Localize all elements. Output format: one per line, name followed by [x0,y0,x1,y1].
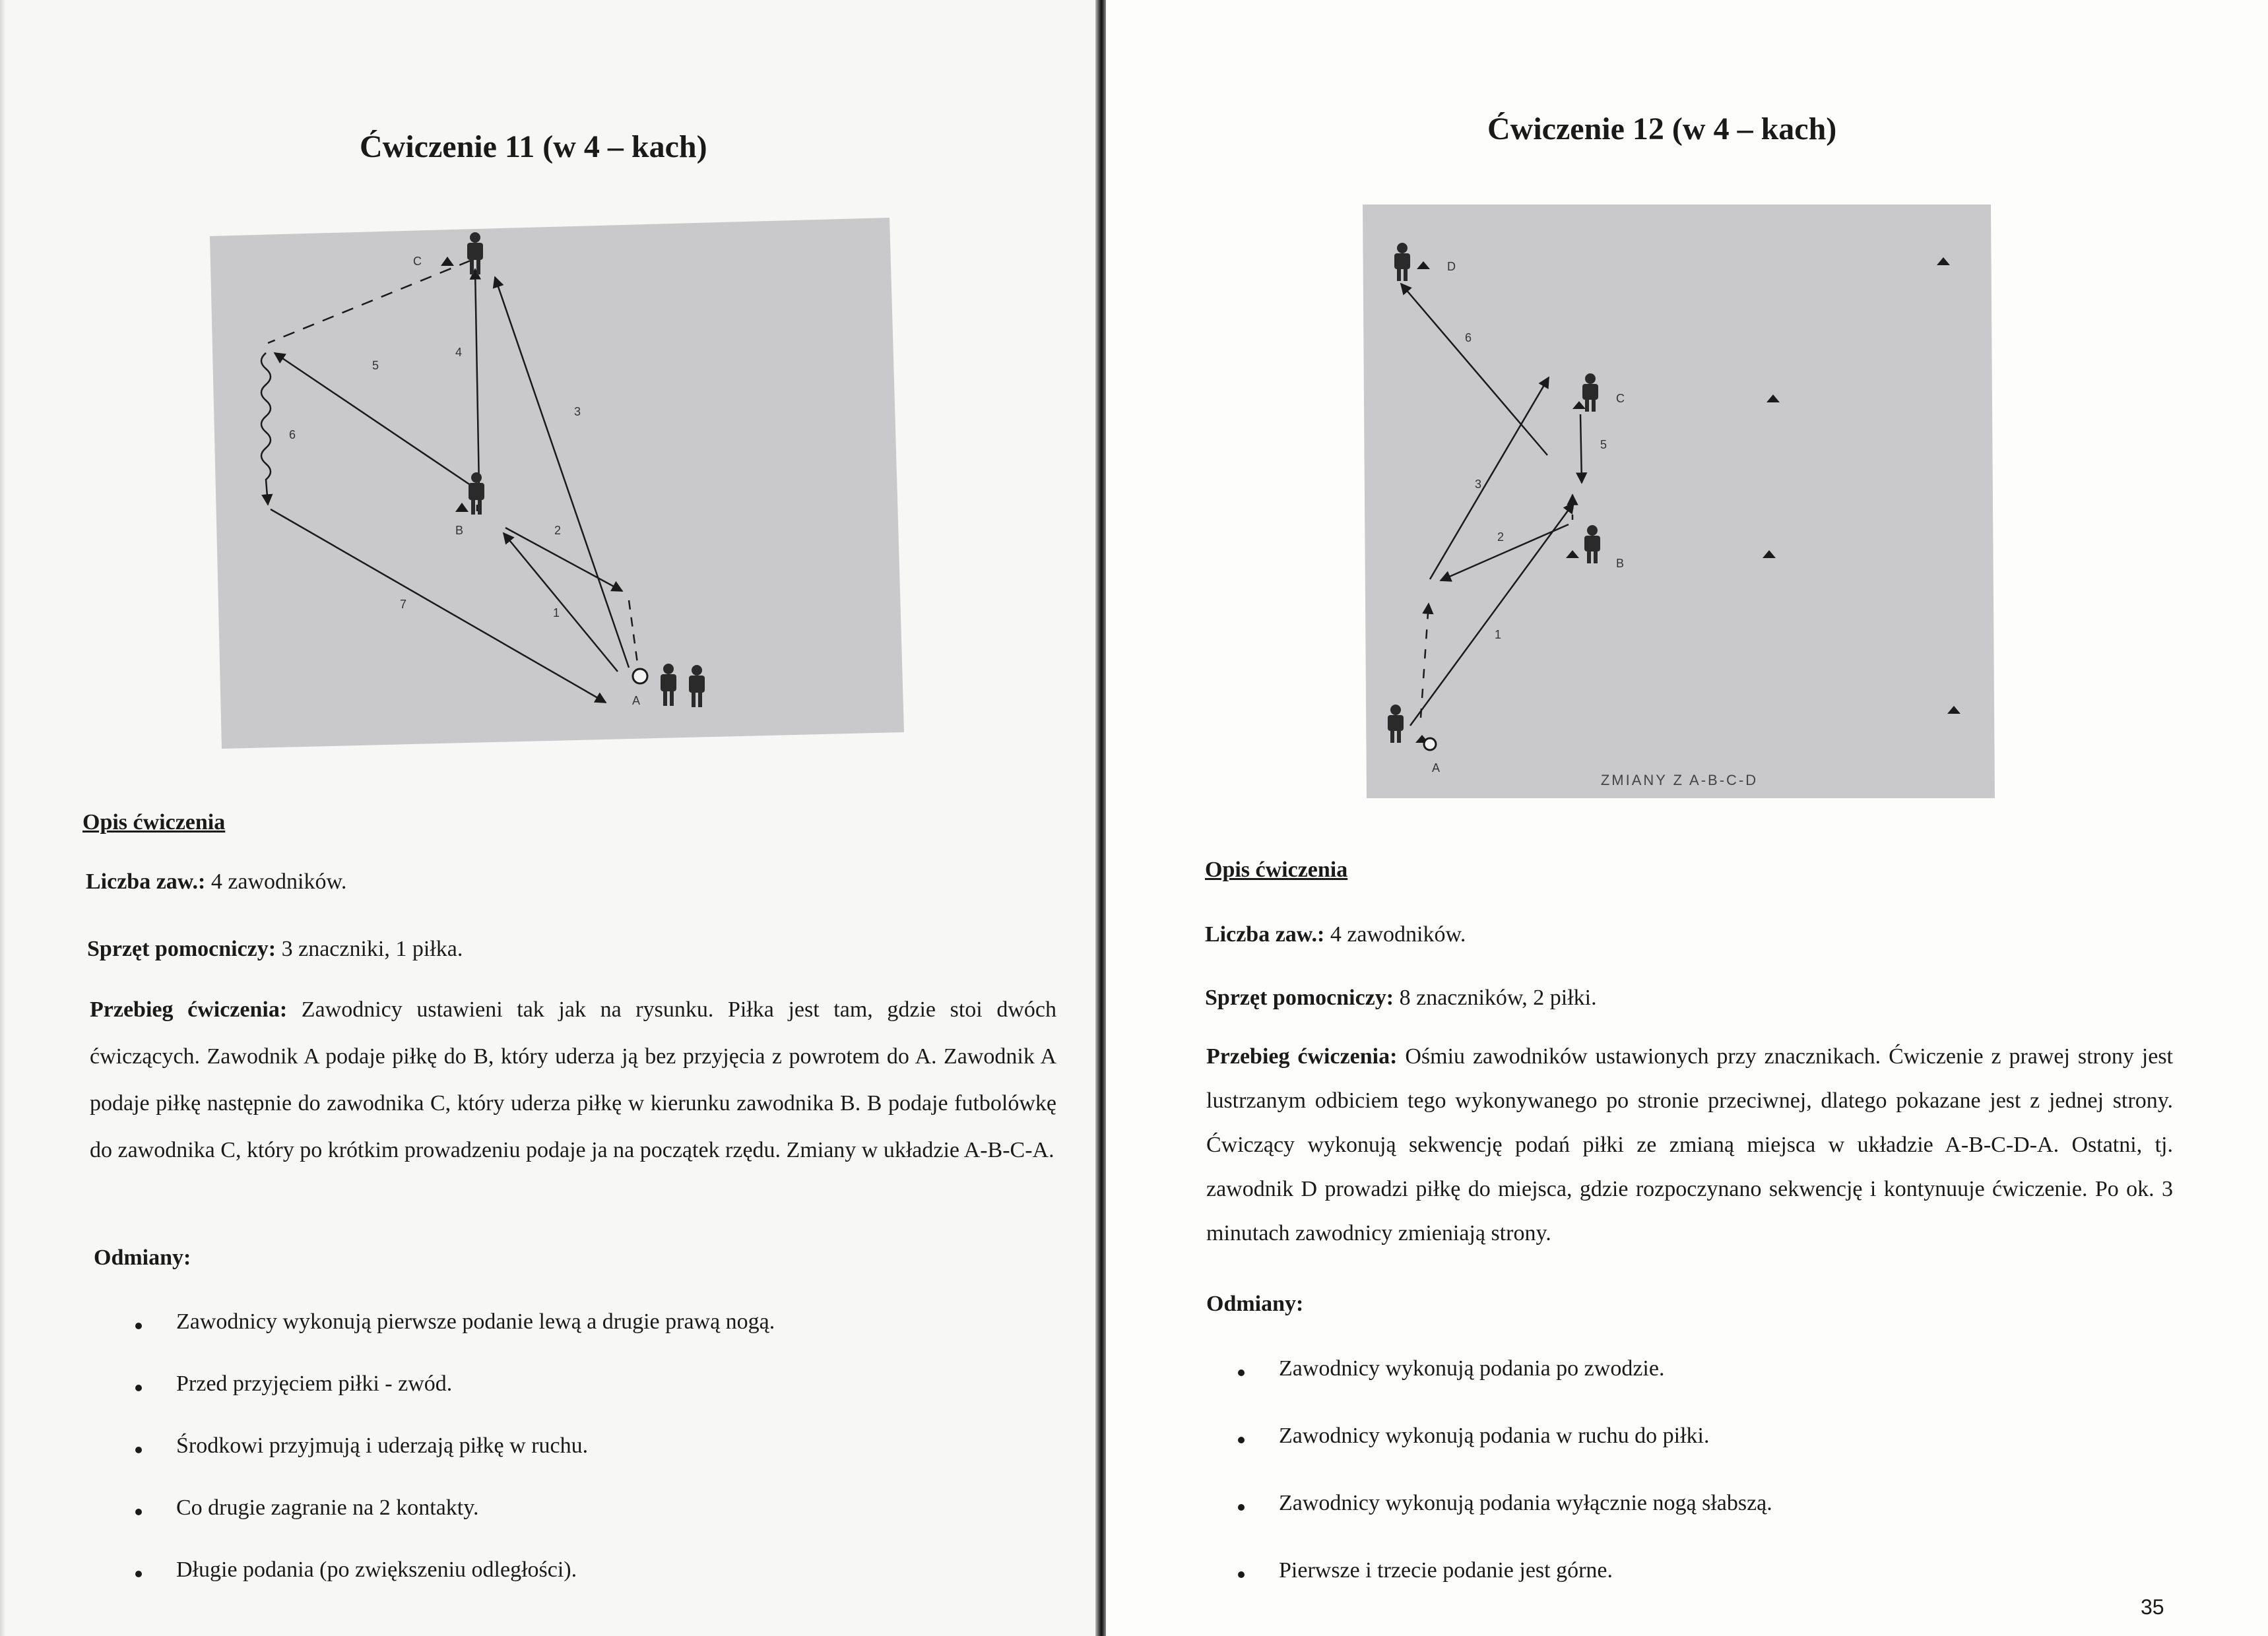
player-label-b: B [1616,557,1625,570]
book-spine [1095,0,1106,1636]
course-label: Przebieg ćwiczenia: [1206,1044,1398,1069]
player-label-c: C [413,255,422,268]
list-item: Zawodnicy wykonują pierwsze podanie lewą a drugie prawą nogą. [135,1309,775,1335]
page-number: 35 [2141,1595,2164,1619]
description-heading: Opis ćwiczenia [82,810,226,834]
pass-number-3: 3 [574,405,581,418]
pass-number-2: 2 [554,524,562,537]
exercise-course [1206,1034,2173,1255]
pass-number-3: 3 [1475,478,1482,491]
players-label: Liczba zaw.: [1205,922,1325,947]
player-label-d: D [1447,260,1456,273]
page-edge-shadow [0,0,5,1636]
list-item: Zawodnicy wykonują podania wyłącznie nogą słabszą. [1238,1491,1772,1516]
list-item: Zawodnicy wykonują podania w ruchu do piłki. [1238,1424,1772,1449]
pass-number-1: 1 [1495,628,1502,641]
exercise-11-title: Ćwiczenie 11 (w 4 – kach) [360,129,707,164]
left-page [0,0,1095,1636]
equipment [1205,986,1597,1011]
equipment-value: 3 znaczniki, 1 piłka. [281,937,463,961]
list-item: Środkowi przyjmują i uderzają piłkę w ruchu. [135,1433,775,1459]
players-value: 4 zawodników. [211,869,347,894]
variations-heading: Odmiany: [94,1245,191,1270]
pass-number-6: 6 [1465,331,1472,344]
players-count [86,869,346,895]
pass-number-2: 2 [1497,530,1505,544]
course-label: Przebieg ćwiczenia: [90,997,288,1022]
variations-heading: Odmiany: [1206,1292,1304,1316]
ball-icon [633,669,647,683]
course-text: Ośmiu zawodników ustawionych przy znacznikach. Ćwiczenie z prawej strony jest lustrzanym odbiciem tego wykonywanego po stronie przeciwnej, dlatego pokazane jest z jednej strony. Ćwiczący wykonują sekwencję podań piłki ze zmianą miejsca w układzie A-B-C-D-A. Ostatni, tj. zawodnik D prowadzi piłkę do miejsca, gdzie rozpoczynano sekwencję i kontynuuje ćwiczenie. Po ok. 3 minutach zawodnicy zmieniają strony. [1206,1044,2174,1245]
exercise-course [90,986,1056,1174]
list-item: Co drugie zagranie na 2 kontakty. [135,1495,775,1521]
list-item: Przed przyjęciem piłki - zwód. [135,1371,775,1397]
pass-number-7: 7 [400,598,407,611]
players-label: Liczba zaw.: [86,869,206,894]
player-label-c: C [1616,392,1625,405]
pitch-area [210,218,904,749]
players-value: 4 zawodników. [1330,922,1466,947]
pass-number-5: 5 [372,359,379,372]
player-label-a: A [632,694,641,707]
player-label-a: A [1432,761,1441,774]
list-item: Długie podania (po zwiększeniu odległości). [135,1557,775,1583]
description-heading: Opis ćwiczenia [1205,858,1348,882]
list-item: Zawodnicy wykonują podania po zwodzie. [1238,1356,1772,1381]
pitch-area [1363,204,1995,798]
exercise-12-diagram [1363,204,1996,798]
equipment-label: Sprzęt pomocniczy: [87,937,276,961]
equipment [87,937,463,962]
players-count [1205,922,1466,947]
exercise-11-diagram [210,218,904,749]
list-item: Pierwsze i trzecie podanie jest górne. [1238,1558,1772,1583]
equipment-value: 8 znaczników, 2 piłki. [1399,986,1597,1010]
course-text: Zawodnicy ustawieni tak jak na rysunku. Piłka jest tam, gdzie stoi dwóch ćwiczących. Zawodnik A podaje piłkę do B, który uderza ją bez przyjęcia z powrotem do A. Zawodnik A podaje piłkę następnie do zawodnika C, który uderza piłkę w kierunku zawodnika B. B podaje futbolówkę do zawodnika C, który po krótkim prowadzeniu podaje ja na początek rzędu. Zmiany w układzie A-B-C-A. [90,997,1057,1162]
variations-list [1238,1356,1772,1583]
pass-number-1: 1 [553,606,560,619]
diagram-caption: ZMIANY Z A-B-C-D [1600,772,1759,788]
pass-number-4: 4 [455,346,463,359]
right-page [1106,0,2268,1636]
variations-list [135,1309,775,1583]
equipment-label: Sprzęt pomocniczy: [1205,986,1394,1010]
player-label-b: B [455,524,464,537]
ball-icon [1424,738,1436,750]
exercise-12-title: Ćwiczenie 12 (w 4 – kach) [1487,111,1837,146]
pass-number-5: 5 [1600,438,1607,451]
pass-number-6: 6 [289,428,296,441]
